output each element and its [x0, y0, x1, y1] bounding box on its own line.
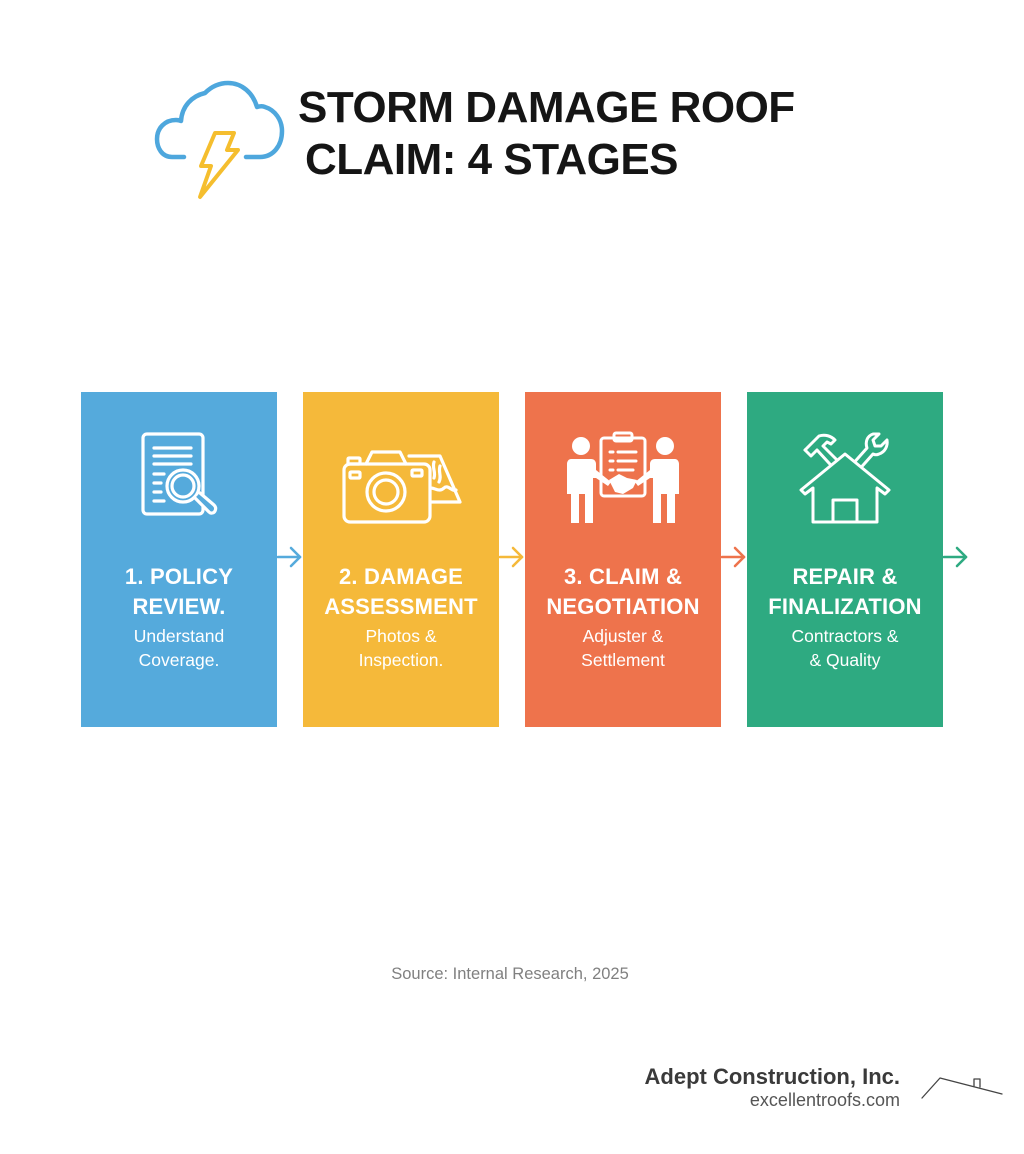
title-line-2: CLAIM: 4 STAGES	[305, 135, 679, 184]
stage-card-repair-finalization	[747, 392, 943, 727]
handshake-agreement-icon	[563, 428, 683, 528]
stage-title: 1. POLICY REVIEW.	[124, 564, 234, 619]
brand-block	[645, 1064, 900, 1110]
storm-cloud-lightning-icon	[154, 76, 286, 202]
stage-card-damage-assessment	[303, 392, 499, 727]
stage-title: REPAIR & FINALIZATION	[768, 564, 922, 619]
brand-url: excellentroofs.com	[749, 1090, 900, 1110]
arrow-right-icon	[498, 545, 526, 569]
stage-description: Contractors & & Quality	[791, 626, 899, 670]
house-tools-icon	[795, 428, 895, 528]
stage-card-policy-review	[81, 392, 277, 727]
header	[150, 76, 870, 206]
roof-outline-icon	[920, 1068, 1004, 1102]
arrow-right-icon	[276, 545, 304, 569]
arrow-right-icon	[720, 545, 748, 569]
page-title	[298, 82, 795, 186]
stage-description: Adjuster & Settlement	[581, 626, 665, 670]
stage-description: Understand Coverage.	[133, 626, 225, 670]
arrow-right-icon	[942, 545, 970, 569]
stage-title: 3. CLAIM & NEGOTIATION	[546, 564, 700, 619]
brand-name: Adept Construction, Inc.	[644, 1064, 900, 1089]
stage-description: Photos & Inspection.	[358, 626, 444, 670]
title-line-1: STORM DAMAGE ROOF	[298, 83, 795, 132]
document-search-icon	[129, 428, 229, 528]
source-caption: Source: Internal Research, 2025	[391, 965, 629, 983]
camera-damage-icon	[336, 428, 466, 528]
stage-title: 2. DAMAGE ASSESSMENT	[324, 564, 478, 619]
stage-card-claim-negotiation	[525, 392, 721, 727]
